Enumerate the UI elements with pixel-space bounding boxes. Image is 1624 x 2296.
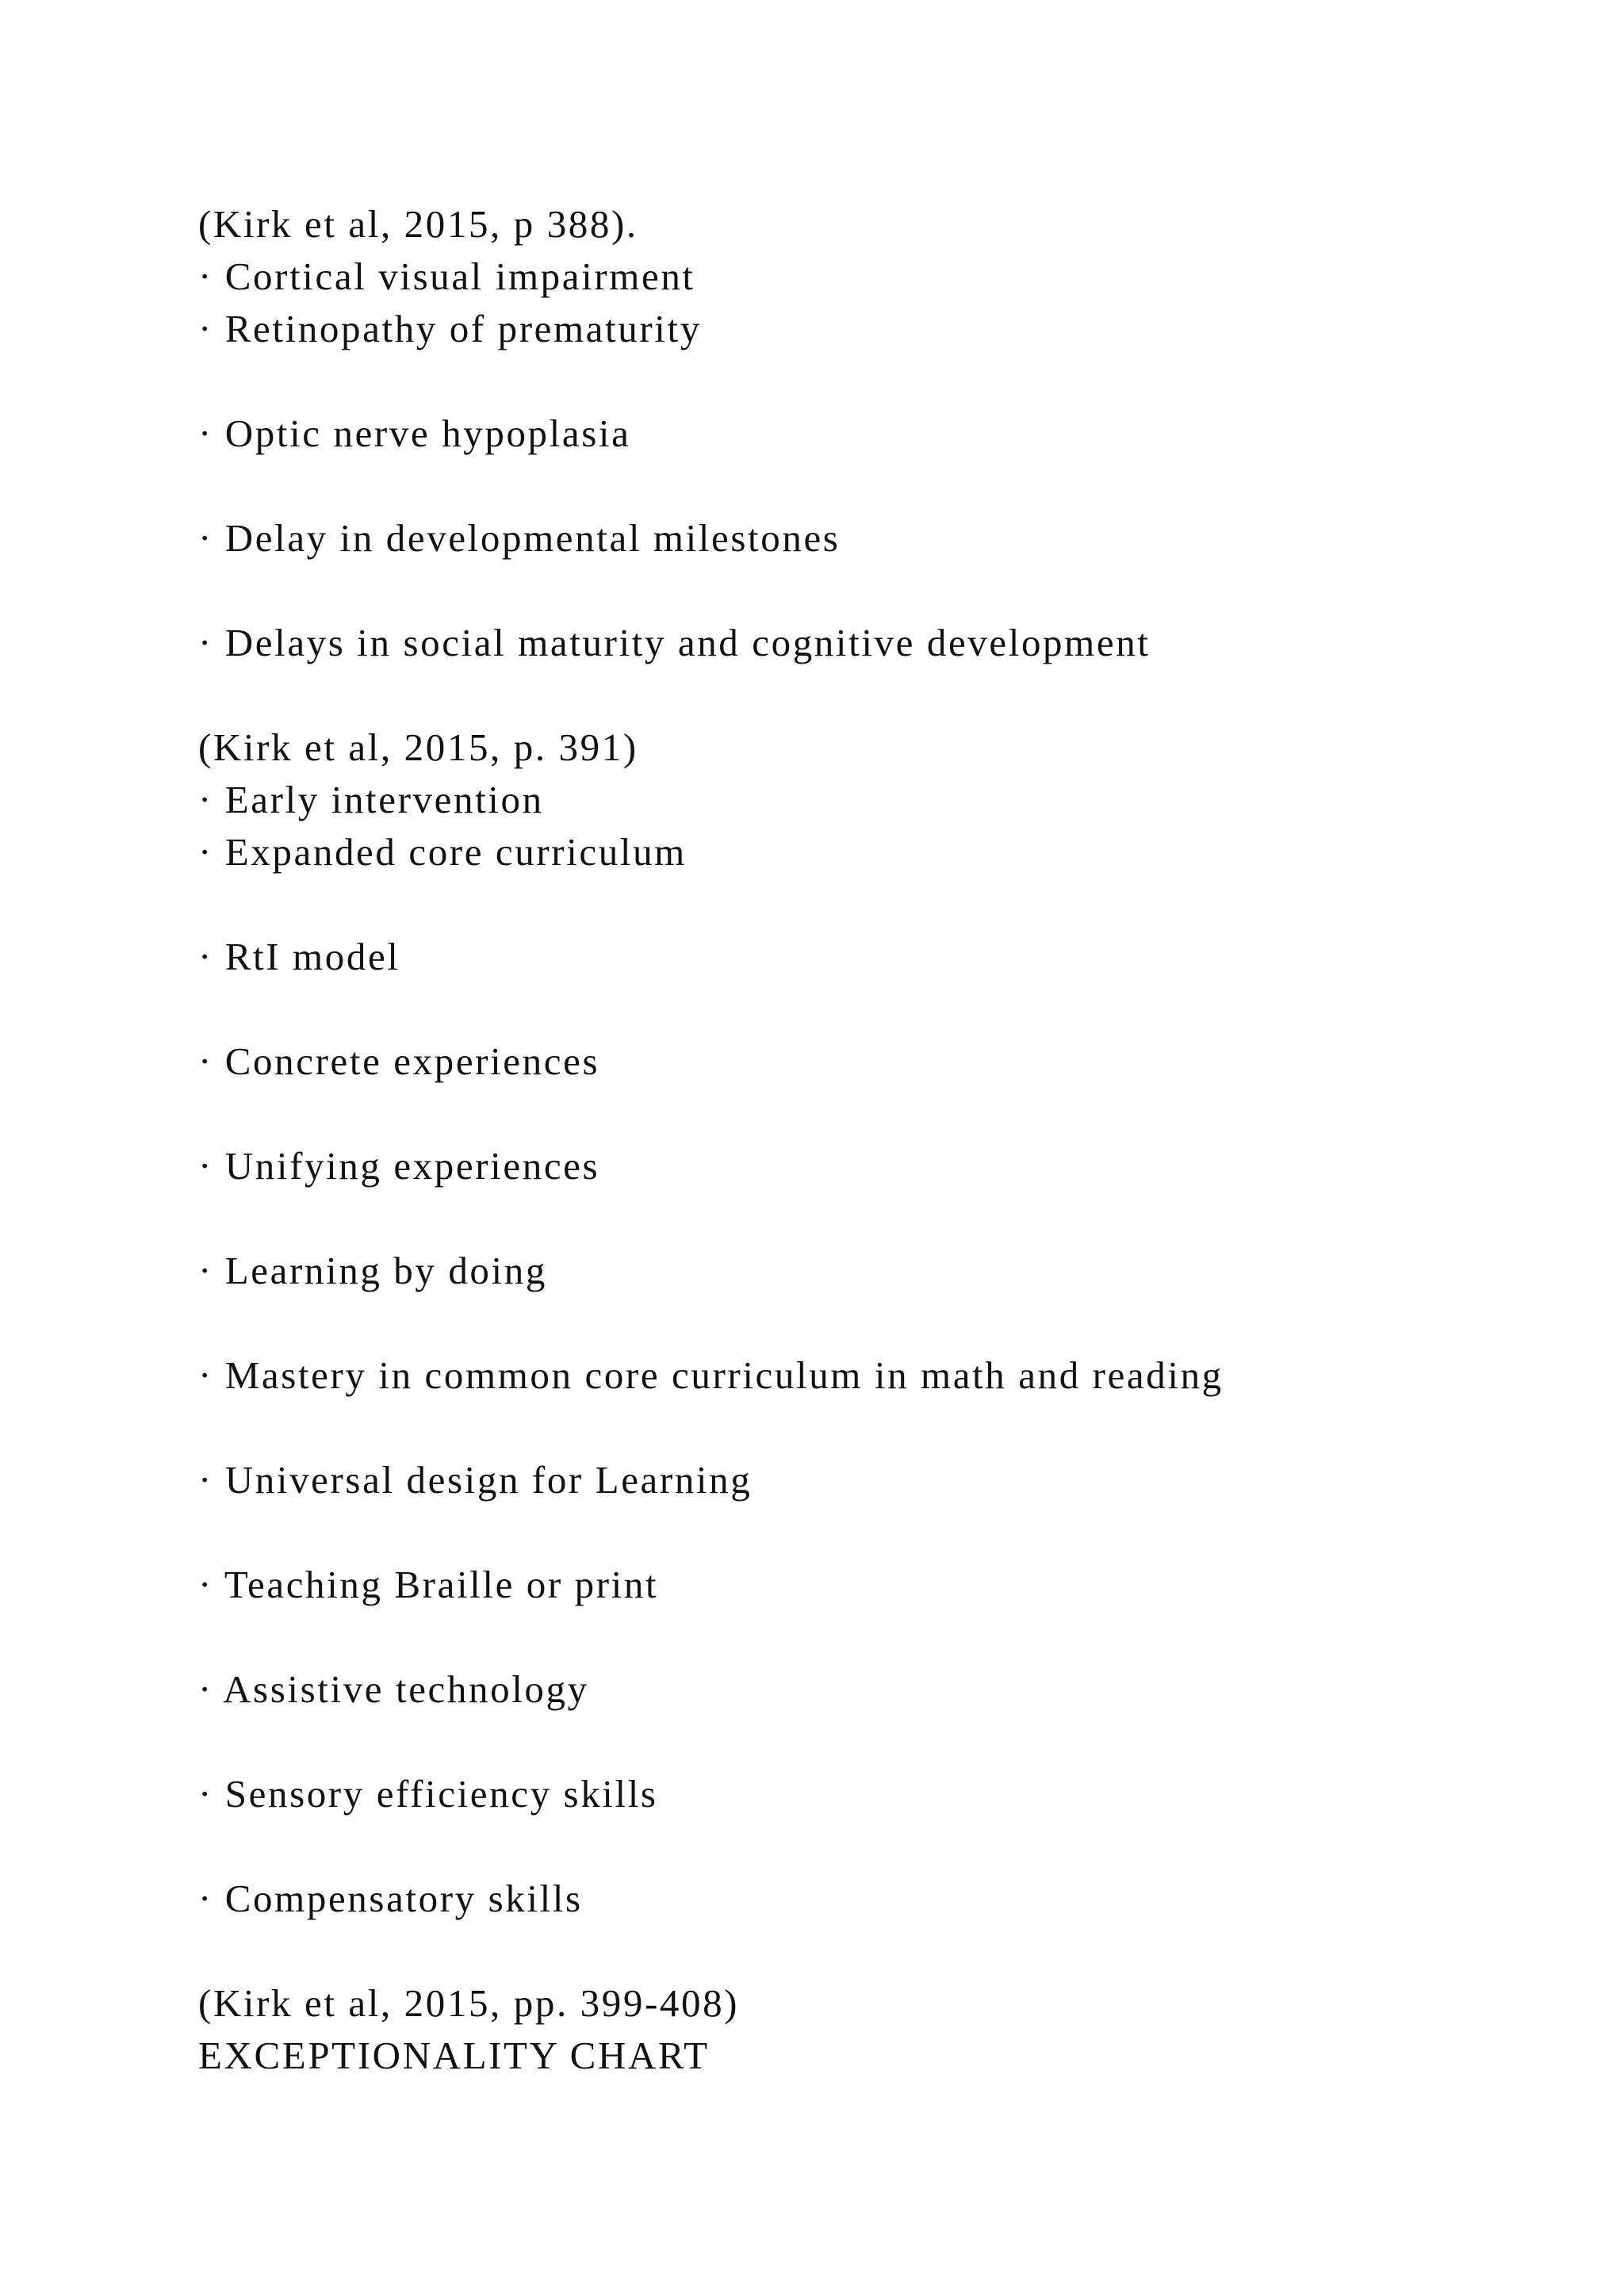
blank-line <box>198 1611 1546 1663</box>
list-item: · Universal design for Learning <box>198 1458 753 1502</box>
blank-line <box>198 1506 1546 1559</box>
list-item: · Cortical visual impairment <box>198 254 695 298</box>
list-item: · Delay in developmental milestones <box>198 516 841 560</box>
list-item: · Unifying experiences <box>198 1144 600 1188</box>
list-item: · Sensory efficiency skills <box>198 1772 658 1816</box>
blank-line <box>198 1088 1546 1140</box>
list-item: · Optic nerve hypoplasia <box>198 411 631 455</box>
blank-line <box>198 1192 1546 1245</box>
blank-line <box>198 1716 1546 1768</box>
list-item: · Retinopathy of prematurity <box>198 307 702 350</box>
citation-line: (Kirk et al, 2015, p. 391) <box>198 725 638 769</box>
citation-line: (Kirk et al, 2015, pp. 399-408) <box>198 1981 740 2025</box>
blank-line <box>198 564 1546 617</box>
list-item: · RtI model <box>198 935 400 978</box>
list-item: · Delays in social maturity and cognitive development <box>198 621 1151 664</box>
blank-line <box>198 669 1546 721</box>
list-item: · Assistive technology <box>198 1667 589 1711</box>
blank-line <box>198 1297 1546 1349</box>
list-item: · Mastery in common core curriculum in math and reading <box>198 1353 1224 1397</box>
blank-line <box>198 355 1546 408</box>
blank-line <box>198 983 1546 1035</box>
list-item: · Compensatory skills <box>198 1877 583 1920</box>
blank-line <box>198 878 1546 931</box>
blank-line <box>198 460 1546 512</box>
list-item: · Teaching Braille or print <box>198 1563 659 1606</box>
blank-line <box>198 1402 1546 1454</box>
list-item: · Concrete experiences <box>198 1039 600 1083</box>
list-item: · Early intervention <box>198 778 544 821</box>
blank-line <box>198 1925 1546 1977</box>
document-body <box>198 198 1546 2082</box>
blank-line <box>198 1820 1546 1873</box>
section-heading: EXCEPTIONALITY CHART <box>198 2034 710 2077</box>
citation-line: (Kirk et al, 2015, p 388). <box>198 202 638 246</box>
list-item: · Learning by doing <box>198 1249 547 1292</box>
list-item: · Expanded core curriculum <box>198 830 687 874</box>
